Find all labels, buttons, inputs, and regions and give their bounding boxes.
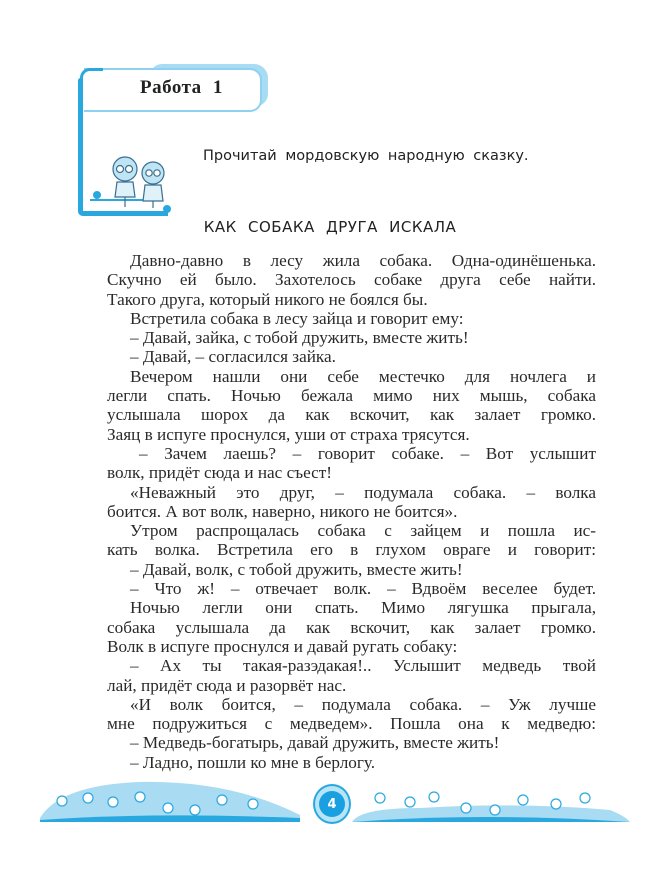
story-line: Встретила собака в лесу зайца и говорит ему:	[130, 308, 464, 328]
story-line: Давно-давно в лесу жила собака. Одна-одинёшенька.	[130, 251, 596, 270]
frame-left-bar	[78, 78, 83, 216]
story-line: легли спать. Ночью бежала мимо них мышь, собака	[107, 386, 596, 406]
story-line: Скучно ей было. Захотелось собаке друга себе найти.	[107, 270, 596, 290]
story-line: кать волка. Встретила его в глухом овраге и говорит:	[107, 540, 596, 560]
story-line: лай, придёт сюда и разорвёт нас.	[107, 675, 347, 695]
story-line: боится. А вот волк, наверно, никого не боится».	[107, 501, 458, 521]
story-line: – Ладно, пошли ко мне в берлогу.	[130, 752, 376, 772]
page-number: 4	[319, 791, 345, 817]
story-line: – Давай, зайка, с тобой дружить, вместе жить!	[130, 328, 469, 348]
story-text	[107, 251, 596, 772]
frame-corner	[80, 68, 103, 81]
story-line: Заяц в испуге проснулся, уши от страха трясутся.	[107, 424, 470, 444]
story-line: – Медведь-богатырь, давай дружить, вместе жить!	[130, 733, 500, 753]
story-line: Утром распрощалась собака с зайцем и пошла ис-	[130, 521, 596, 541]
story-line: Ночью легли они спать. Мимо лягушка прыгала,	[130, 598, 596, 618]
task-label: Работа 1	[140, 77, 223, 98]
story-line: «Неважный это друг, – подумала собака. – волка	[130, 482, 596, 502]
children-illustration-icon	[105, 155, 175, 210]
story-line: «И волк боится, – подумала собака. – Уж лучше	[130, 694, 596, 714]
story-line: – Давай, – согласился зайка.	[130, 347, 336, 367]
frame-dot	[93, 191, 101, 199]
story-line: – Зачем лаешь? – говорит собаке. – Вот услышит	[139, 443, 596, 463]
task-instruction: Прочитай мордовскую народную сказку.	[203, 148, 529, 164]
story-line: услышала шорох да как вскочит, как залает громко.	[107, 405, 596, 425]
frame-bottom-bar	[78, 211, 168, 216]
story-line: волк, придёт сюда и нас съест!	[107, 463, 333, 483]
story-line: – Что ж! – отвечает волк. – Вдвоём веселее будет.	[130, 579, 596, 599]
story-title: КАК СОБАКА ДРУГА ИСКАЛА	[203, 218, 457, 236]
page-number-badge	[313, 784, 351, 824]
story-line: Такого друга, который никого не боялся бы.	[107, 289, 428, 309]
story-line: Волк в испуге проснулся и давай ругать собаку:	[107, 636, 458, 656]
story-line: Вечером нашли они себе местечко для ночлега и	[130, 366, 596, 386]
story-line: мне подружиться с медведем». Пошла она к медведю:	[107, 714, 596, 734]
story-line: собака услышала да как вскочит, как залает громко.	[107, 617, 596, 637]
story-line: – Ах ты такая-разэдакая!.. Услышит медведь твой	[130, 656, 596, 676]
story-line: – Давай, волк, с тобой дружить, вместе жить!	[130, 559, 463, 579]
